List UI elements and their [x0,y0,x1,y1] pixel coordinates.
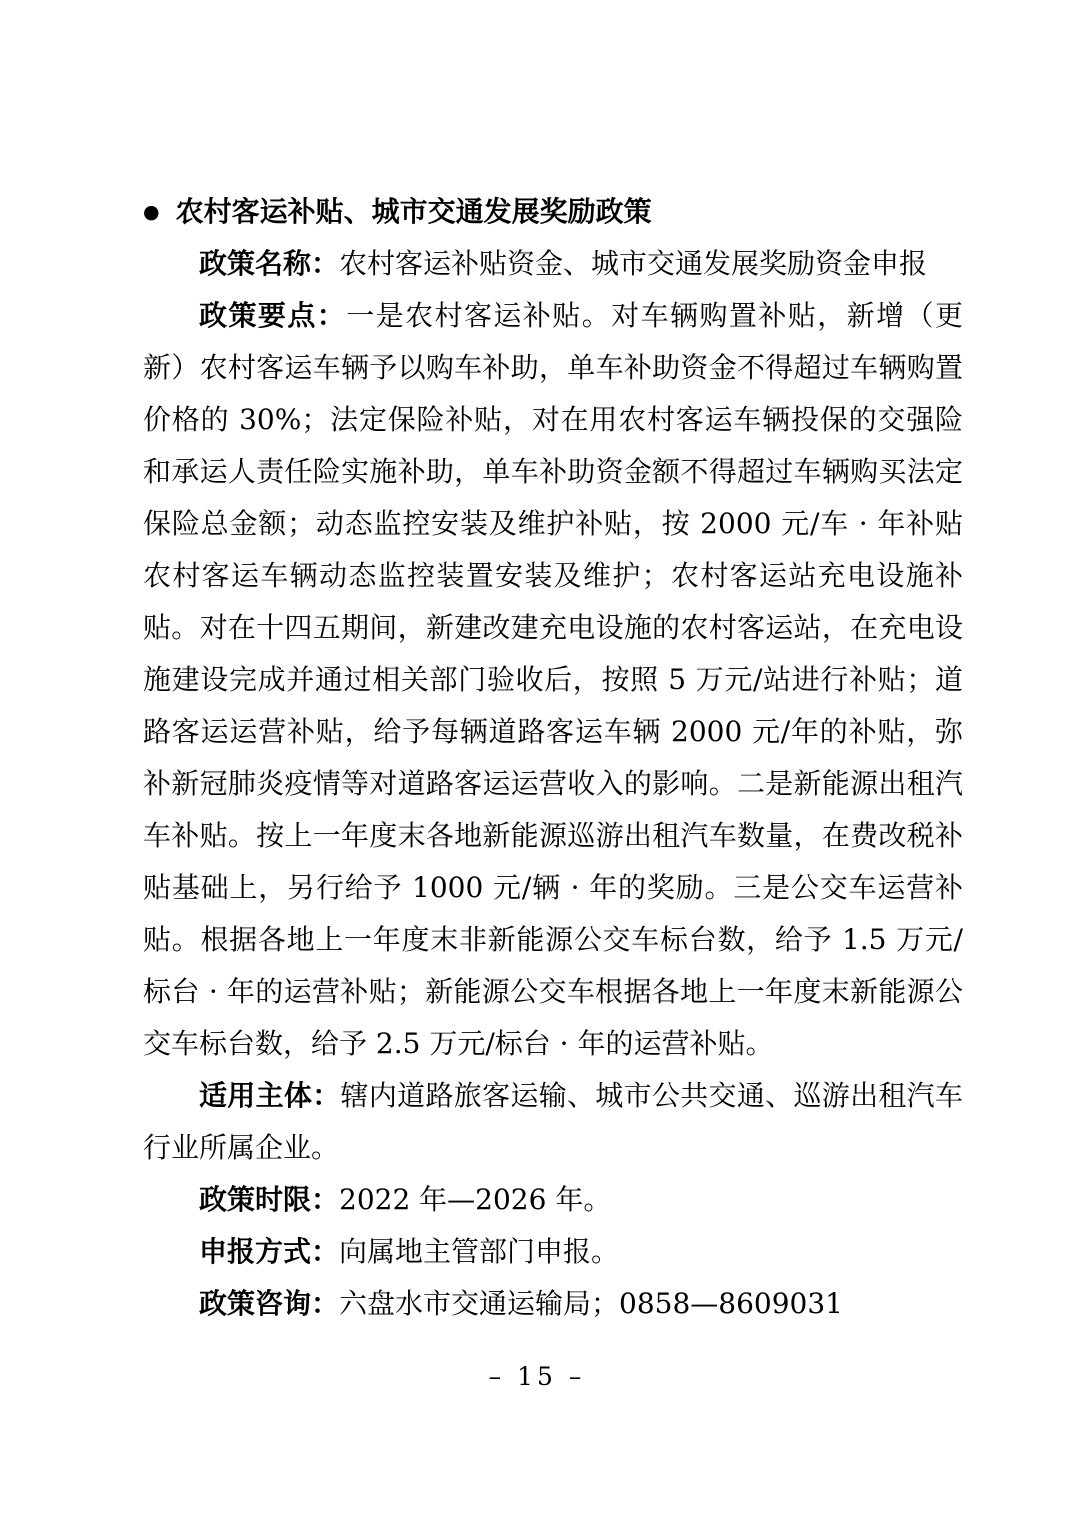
field-policy-name [143,238,963,290]
field-application-method-label: 申报方式： [199,1235,340,1268]
field-policy-points-label: 政策要点： [199,299,347,332]
field-policy-consultation-text: 六盘水市交通运输局；0858—8609031 [339,1287,843,1320]
field-policy-consultation-label: 政策咨询： [199,1287,340,1320]
field-policy-name-text: 农村客运补贴资金、城市交通发展奖励资金申报 [339,247,928,280]
policy-section-heading [143,186,963,238]
field-applicable-entities-text: 辖内道路旅客运输、城市公共交通、巡游出租汽车行业所属企业。 [143,1079,963,1164]
field-policy-points [143,290,963,1070]
field-policy-points-text: 一是农村客运补贴。对车辆购置补贴，新增（更新）农村客运车辆予以购车补助，单车补助资金不得超过车辆购置价格的 30%；法定保险补贴，对在用农村客运车辆投保的交强险和承运人责任险实施补助，单车补助资金额不得超过车辆购买法定保险总金额；动态监控安装及维护补贴，按 2000 元/车 · 年补贴农村客运车辆动态监控装置安装及维护；农村客运站充电设施补贴。对在十四五期间，新建改建充电设施的农村客运站，在充电设施建设完成并通过相关部门验收后，按照 5 万元/站进行补贴；道路客运运营补贴，给予每辆道路客运车辆 2000 元/年的补贴，弥补新冠肺炎疫情等对道路客运运营收入的影响。二是新能源出租汽车补贴。按上一年度末各地新能源巡游出租汽车数量，在费改税补贴基础上，另行给予 1000 元/辆 · 年的奖励。三是公交车运营补贴。根据各地上一年度末非新能源公交车标台数，给予 1.5 万元/标台 · 年的运营补贴；新能源公交车根据各地上一年度末新能源公交车标台数，给予 2.5 万元/标台 · 年的运营补贴。 [143,299,963,1060]
field-policy-name-label: 政策名称： [199,247,340,280]
bullet-icon: ● [143,201,160,223]
document-content [143,186,963,1330]
field-application-method [143,1226,963,1278]
field-applicable-entities [143,1070,963,1174]
field-policy-period-text: 2022 年—2026 年。 [339,1183,612,1216]
page-number: – 15 – [488,1362,586,1391]
field-policy-consultation [143,1278,963,1330]
field-applicable-entities-label: 适用主体： [199,1079,341,1112]
field-policy-period [143,1174,963,1226]
policy-heading-text: 农村客运补贴、城市交通发展奖励政策 [175,195,652,228]
field-policy-period-label: 政策时限： [199,1183,340,1216]
field-application-method-text: 向属地主管部门申报。 [339,1235,620,1268]
